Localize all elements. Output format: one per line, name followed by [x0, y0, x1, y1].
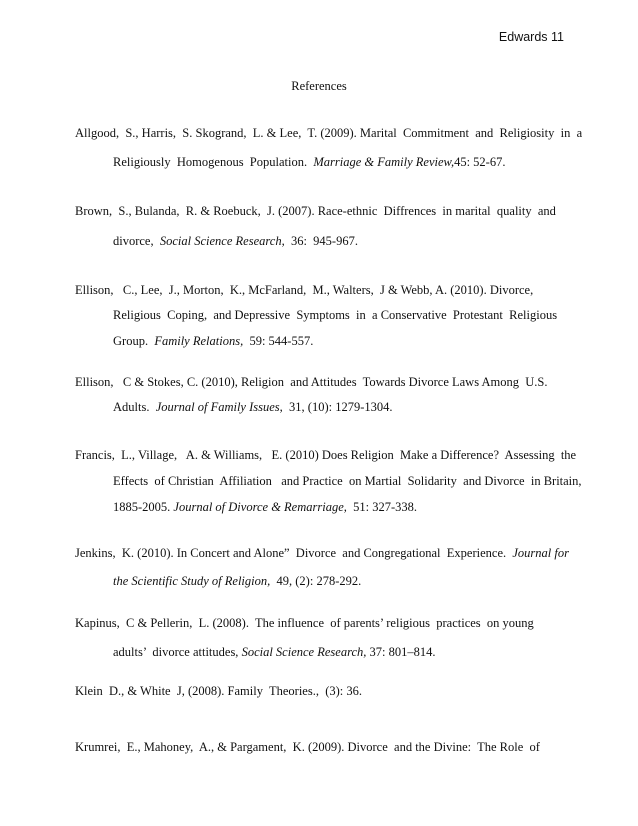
- reference-line: [113, 500, 417, 515]
- reference-line: [75, 684, 362, 699]
- reference-line: [113, 400, 393, 415]
- reference-text: 45: 52-67.: [454, 155, 506, 169]
- reference-source-title: Journal of Divorce & Remarriage,: [173, 500, 347, 514]
- reference-line: [75, 448, 576, 463]
- reference-text: 51: 327-338.: [346, 500, 418, 514]
- reference-text: 1885-2005.: [113, 500, 174, 514]
- reference-line: [113, 474, 582, 489]
- reference-line: [75, 375, 548, 390]
- reference-text: divorce,: [113, 234, 160, 248]
- reference-line: [75, 283, 533, 298]
- reference-line: [113, 334, 313, 349]
- reference-text: Kapinus, C & Pellerin, L. (2008). The influence of parents’ religious practices on young: [75, 616, 534, 630]
- reference-source-title: Marriage & Family Review,: [313, 155, 455, 169]
- reference-text: 31, (10): 1279-1304.: [282, 400, 393, 414]
- reference-text: Jenkins, K. (2010). In Concert and Alone” Divorce and Congregational Experience.: [75, 546, 513, 560]
- reference-text: Krumrei, E., Mahoney, A., & Pargament, K. (2009). Divorce and the Divine: The Role of: [75, 740, 540, 754]
- reference-line: [75, 616, 534, 631]
- reference-text: Francis, L., Village, A. & Williams, E. (2010) Does Religion Make a Difference? Assessing the: [75, 448, 577, 462]
- reference-text: Effects of Christian Affiliation and Practice on Martial Solidarity and Divorce in Britain,: [113, 474, 582, 488]
- reference-text: 37: 801–814.: [366, 645, 436, 659]
- reference-text: Religiously Homogenous Population.: [113, 155, 314, 169]
- reference-source-title: Social Science Research,: [241, 645, 367, 659]
- page-title: References: [291, 79, 347, 93]
- reference-line: [75, 126, 582, 141]
- reference-text: Religious Coping, and Depressive Symptoms in a Conservative Protestant Religious: [113, 308, 558, 322]
- reference-line: [113, 308, 557, 323]
- reference-text: 49, (2): 278-292.: [270, 574, 362, 588]
- reference-text: Group.: [113, 334, 155, 348]
- reference-line: [75, 204, 556, 219]
- reference-source-title: Journal for: [512, 546, 569, 560]
- reference-line: [113, 155, 505, 170]
- reference-source-title: Social Science Research,: [159, 234, 285, 248]
- reference-source-title: the Scientific Study of Religion,: [113, 574, 271, 588]
- reference-source-title: Family Relations,: [154, 334, 244, 348]
- reference-text: Ellison, C & Stokes, C. (2010), Religion and Attitudes Towards Divorce Laws Among U.S.: [75, 375, 548, 389]
- reference-text: 59: 544-557.: [243, 334, 314, 348]
- reference-line: [75, 546, 569, 561]
- reference-text: Ellison, C., Lee, J., Morton, K., McFarland, M., Walters, J & Webb, A. (2010). Divorce,: [75, 283, 534, 297]
- reference-line: [113, 574, 361, 589]
- reference-text: 36: 945-967.: [284, 234, 358, 248]
- reference-line: [113, 645, 436, 660]
- reference-text: adults’ divorce attitudes,: [113, 645, 242, 659]
- reference-text: Adults.: [113, 400, 156, 414]
- reference-text: Allgood, S., Harris, S. Skogrand, L. & Lee, T. (2009). Marital Commitment and Religiosity in a: [75, 126, 583, 140]
- page-header: Edwards 11: [498, 30, 564, 44]
- reference-text: Klein D., & White J, (2008). Family Theories., (3): 36.: [75, 684, 362, 698]
- reference-source-title: Journal of Family Issues,: [155, 400, 283, 414]
- reference-line: [75, 740, 540, 755]
- reference-text: Brown, S., Bulanda, R. & Roebuck, J. (2007). Race-ethnic Diffrences in marital quality and: [75, 204, 556, 218]
- reference-line: [113, 234, 358, 249]
